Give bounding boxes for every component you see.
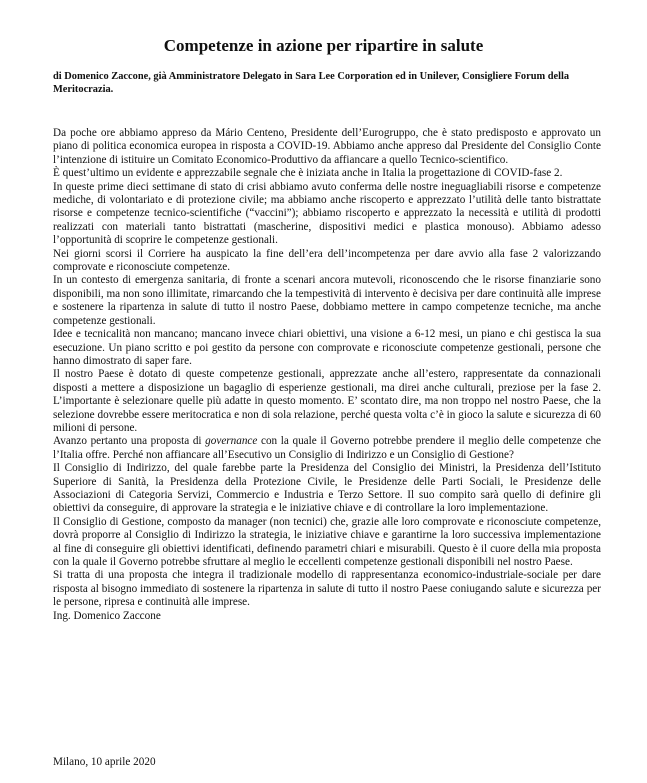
dateline: Milano, 10 aprile 2020 [53, 756, 156, 768]
article-title: Competenze in azione per ripartire in salute [163, 36, 484, 55]
paragraph: Il Consiglio di Gestione, composto da manager (non tecnici) che, grazie alle loro comprovate e riconosciute competenze, dovrà proporre al Consiglio di Indirizzo la strategia, le iniziative chiave e garantirne la loro successiva implementazione al fine di conseguire gli obiettivi identificati, definendo parametri chiari e misurabili. Questo è il cuore della mia proposta con la quale il Governo potrebbe sfruttare al meglio le eccellenti competenze gestionali disponibili nel nostro Paese. [53, 515, 601, 568]
paragraph: Da poche ore abbiamo appreso da Mário Centeno, Presidente dell’Eurogruppo, che è stato predisposto e approvato un piano di politica economica europea in risposta a COVID-19. Abbiamo anche appreso dal Presidente del Consiglio Conte l’intenzione di istituire un Comitato Economico-Produttivo da affiancare a quello Tecnico-scientifico. [53, 127, 601, 166]
paragraph: Si tratta di una proposta che integra il tradizionale modello di rappresentanza economico-industriale-sociale per dare risposta al bisogno immediato di sostenere la ripartenza in salute di tutto il nostro Paese coniugando salute e sicurezza per le persone, ripresa e continuità alle imprese. [53, 569, 601, 609]
governance-text-before: Avanzo pertanto una proposta di [53, 435, 206, 448]
paragraph: Il nostro Paese è dotato di queste competenze gestionali, apprezzate anche all’estero, rappresentate da connazionali disposti a mettere a disposizione un bagaglio di esperienze gestionali, ma direi anche culturali, preziose per la fase 2. L’importante è selezionare quelle più adatte in questo momento. E’ scontato dire, ma non troppo nel nostro Paese, che la selezione dovrebbe essere meritocratica e non di sola relazione, perché questa volta c’è in gioco la salute e sicurezza di 60 milioni di persone. [53, 368, 601, 434]
governance-text-after: con la quale il Governo potrebbe prendere il meglio delle competenze che l’Italia offre. Perché non affiancare all’Esecutivo un Consiglio di Indirizzo e un Consiglio di Gestione? [53, 435, 602, 461]
paragraph: Nei giorni scorsi il Corriere ha auspicato la fine dell’era dell’incompetenza per dare avvio alla fase 2 valorizzando comprovate e riconosciute competenze. [53, 247, 601, 274]
author-byline: di Domenico Zaccone, già Amministratore Delegato in Sara Lee Corporation ed in Unilever, Consigliere Forum della Meritocrazia. [53, 71, 570, 95]
paragraph: Il Consiglio di Indirizzo, del quale farebbe parte la Presidenza del Consiglio dei Ministri, la Presidenza dell’Istituto Superiore di Sanità, la Presidenza della Protezione Civile, le Presidenze delle Parti Sociali, le Presidenze delle Associazioni di Categoria Servizi, Commercio e Industria e Terzo Settore. Il suo compito sarà quello di definire gli obiettivi da conseguire, di approvare la strategia e le iniziative chiave e di controllare la loro implementazione. [53, 462, 601, 515]
paragraph: È quest’ultimo un evidente e apprezzabile segnale che è iniziata anche in Italia la progettazione di COVID-fase 2. [53, 167, 563, 180]
governance-paragraph [53, 435, 601, 462]
paragraph: In un contesto di emergenza sanitaria, di fronte a scenari ancora mutevoli, riconoscendo che le risorse finanziarie sono disponibili, ma non sono illimitate, rimarcando che la tempestività di intervento è decisiva per dare continuità alle imprese e sostenere la ripartenza in salute di tutto il nostro Paese, dobbiamo mettere in campo competenze tecniche, ma anche competenze gestionali. [53, 274, 601, 327]
article-body [53, 127, 601, 623]
paragraph: Idee e tecnicalità non mancano; mancano invece chiari obiettivi, una visione a 6-12 mesi, un piano e chi gestisca la sua esecuzione. Un piano scritto e poi gestito da persone con comprovate e riconosciute competenze gestionali, persone che hanno dimostrato di saper fare. [53, 328, 601, 367]
signature: Ing. Domenico Zaccone [53, 609, 161, 622]
paragraph: In queste prime dieci settimane di stato di crisi abbiamo avuto conferma delle nostre ineguagliabili risorse e competenze mediche, di volontariato e di protezione civile; ma abbiamo anche riscoperto e apprezzato l’utilità delle tanto bistrattate risorse e competenze tecnico-scientifiche (“vaccini”); abbiamo riscoperto e apprezzato la necessità e utilità di prodotti realizzati con materiali tanto bistrattati (mascherine, dispositivi medici e plastica monouso). Abbiamo adesso l’opportunità di scoprire le competenze gestionali. [53, 180, 601, 247]
governance-emphasis: governance [205, 435, 258, 448]
